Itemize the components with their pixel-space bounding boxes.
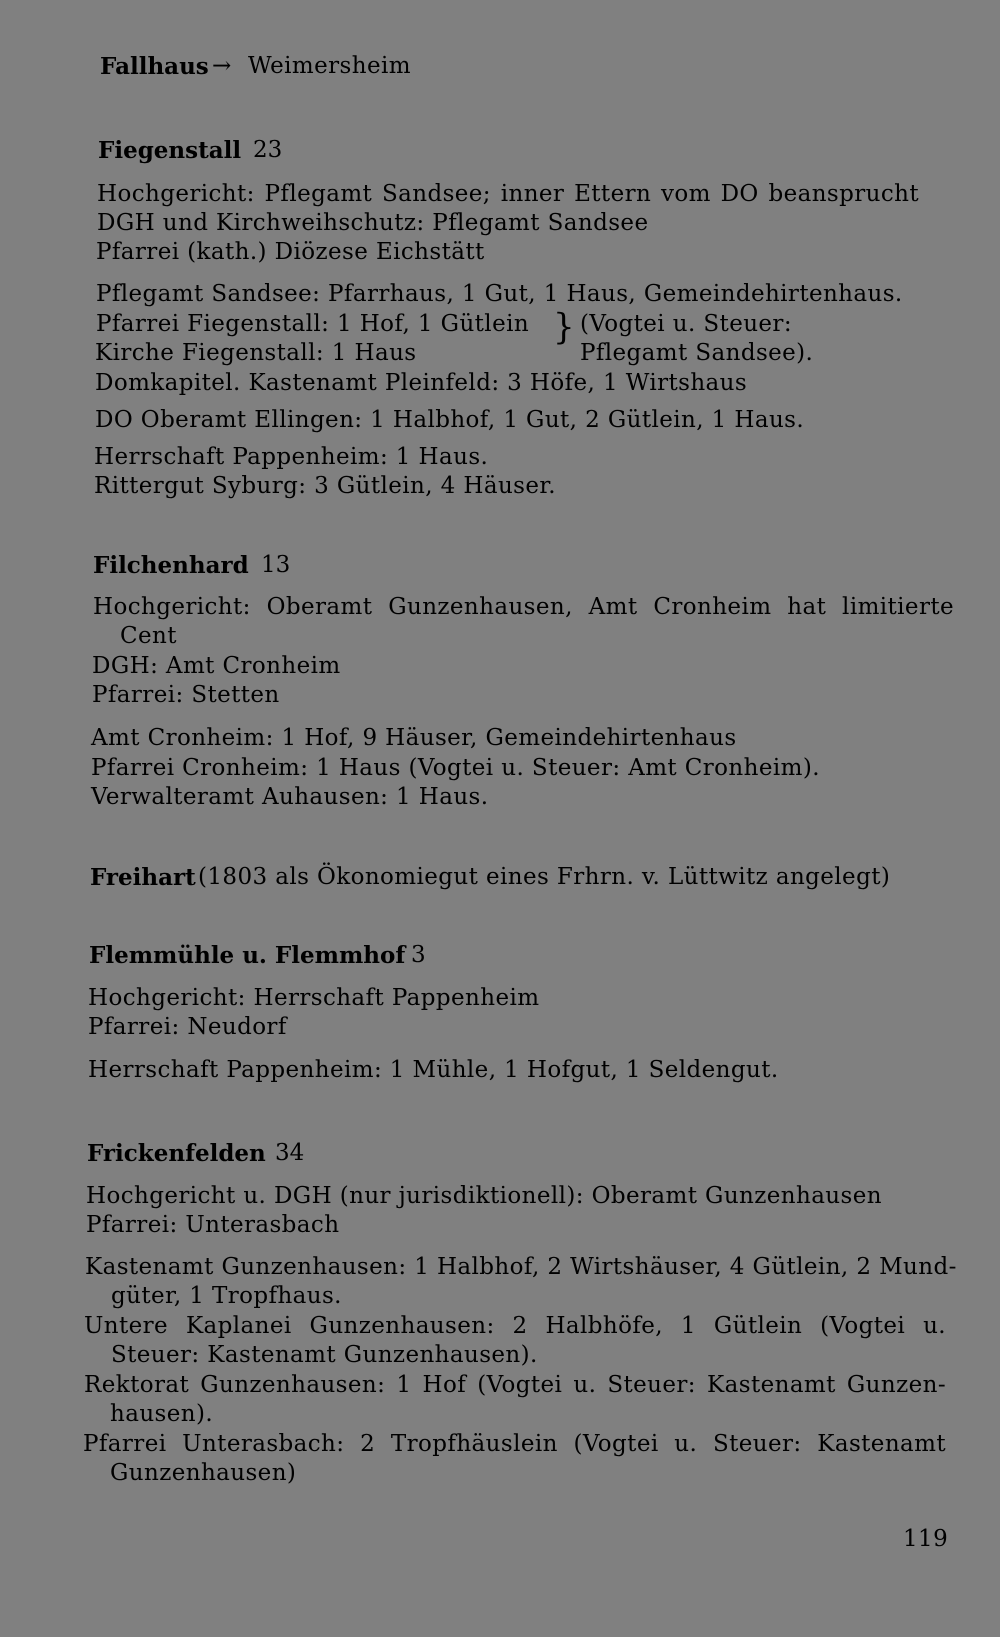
running-head-target: Weimersheim xyxy=(248,53,411,79)
entry-line: güter, 1 Tropfhaus. xyxy=(111,1283,342,1309)
entry-line: Rektorat Gunzenhausen: 1 Hof (Vogtei u. Steuer: Kastenamt Gunzen- xyxy=(84,1372,946,1398)
running-head-term: Fallhaus xyxy=(100,53,209,80)
entry-line: Amt Cronheim: 1 Hof, 9 Häuser, Gemeindehirtenhaus xyxy=(91,725,737,751)
entry-line: Kastenamt Gunzenhausen: 1 Halbhof, 2 Wirtshäuser, 4 Gütlein, 2 Mund- xyxy=(85,1254,957,1280)
entry-title: Flemmühle u. Flemmhof xyxy=(89,942,406,969)
entry-line: DGH: Amt Cronheim xyxy=(92,653,341,679)
entry-number: 23 xyxy=(253,137,283,163)
entry-line: Hochgericht: Oberamt Gunzenhausen, Amt Cronheim hat limitierte xyxy=(93,594,954,620)
entry-line: Pflegamt Sandsee). xyxy=(580,340,814,366)
entry-line: (1803 als Ökonomiegut eines Frhrn. v. Lüttwitz angelegt) xyxy=(198,864,891,890)
entry-title: Fiegenstall xyxy=(98,137,242,164)
curly-brace-icon: } xyxy=(553,306,575,348)
entry-line: Pfarrei (kath.) Diözese Eichstätt xyxy=(96,239,485,265)
entry-line: Pfarrei Cronheim: 1 Haus (Vogtei u. Steuer: Amt Cronheim). xyxy=(91,755,820,781)
arrow-icon: → xyxy=(212,53,232,79)
entry-line: Rittergut Syburg: 3 Gütlein, 4 Häuser. xyxy=(94,473,556,499)
entry-line: DO Oberamt Ellingen: 1 Halbhof, 1 Gut, 2 Gütlein, 1 Haus. xyxy=(95,407,805,433)
entry-line: Pfarrei Fiegenstall: 1 Hof, 1 Gütlein xyxy=(96,311,530,337)
entry-line: Pfarrei: Neudorf xyxy=(88,1014,287,1040)
entry-line: Steuer: Kastenamt Gunzenhausen). xyxy=(111,1342,538,1368)
entry-line: Herrschaft Pappenheim: 1 Mühle, 1 Hofgut, 1 Seldengut. xyxy=(88,1057,779,1083)
entry-line: hausen). xyxy=(110,1401,214,1427)
entry-line: Hochgericht: Herrschaft Pappenheim xyxy=(88,985,540,1011)
entry-line: DGH und Kirchweihschutz: Pflegamt Sandsee xyxy=(97,210,649,236)
entry-line: Pfarrei: Stetten xyxy=(92,682,280,708)
entry-line: (Vogtei u. Steuer: xyxy=(580,311,792,337)
entry-number: 3 xyxy=(411,942,426,968)
entry-number: 13 xyxy=(261,552,291,578)
entry-title: Freihart xyxy=(90,864,196,891)
entry-number: 34 xyxy=(275,1140,305,1166)
entry-line: Pfarrei Unterasbach: 2 Tropfhäuslein (Vogtei u. Steuer: Kastenamt xyxy=(83,1431,946,1457)
entry-title: Frickenfelden xyxy=(87,1140,266,1167)
entry-line: Hochgericht u. DGH (nur jurisdiktionell): Oberamt Gunzenhausen xyxy=(86,1183,882,1209)
entry-title: Filchenhard xyxy=(93,552,249,579)
page-number: 119 xyxy=(903,1526,949,1552)
entry-line: Gunzenhausen) xyxy=(110,1460,297,1486)
entry-line: Untere Kaplanei Gunzenhausen: 2 Halbhöfe, 1 Gütlein (Vogtei u. xyxy=(84,1313,946,1339)
entry-line: Kirche Fiegenstall: 1 Haus xyxy=(95,340,417,366)
entry-line: Herrschaft Pappenheim: 1 Haus. xyxy=(94,444,489,470)
entry-line: Domkapitel. Kastenamt Pleinfeld: 3 Höfe, 1 Wirtshaus xyxy=(95,370,748,396)
entry-line: Verwalteramt Auhausen: 1 Haus. xyxy=(91,784,489,810)
entry-line: Hochgericht: Pflegamt Sandsee; inner Ettern vom DO beansprucht xyxy=(97,181,919,207)
entry-line: Cent xyxy=(120,623,177,649)
entry-line: Pfarrei: Unterasbach xyxy=(86,1212,340,1238)
entry-line: Pflegamt Sandsee: Pfarrhaus, 1 Gut, 1 Haus, Gemeindehirtenhaus. xyxy=(96,281,903,307)
